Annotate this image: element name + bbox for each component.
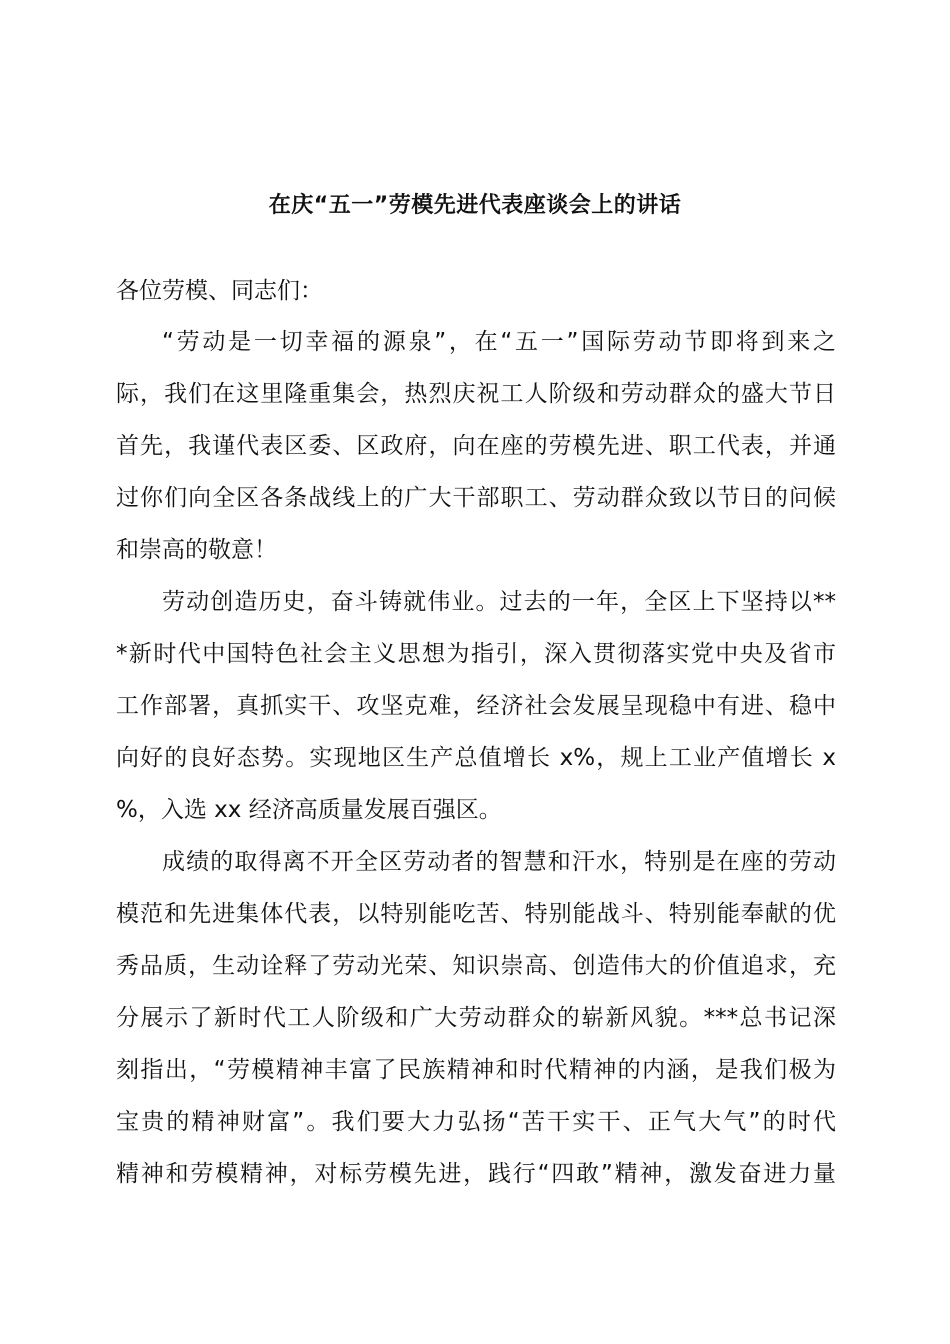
paragraph-3-line-1: 成绩的取得离不开全区劳动者的智慧和汗水，特别是在座的劳动 (162, 849, 836, 875)
paragraph-2-line-2: *新时代中国特色社会主义思想为指引，深入贯彻落实党中央及省市 (116, 641, 836, 667)
paragraph-2-line-5: %，入选 xx 经济高质量发展百强区。 (116, 797, 502, 823)
paragraph-3-line-4: 分展示了新时代工人阶级和广大劳动群众的崭新风貌。***总书记深 (116, 1005, 836, 1031)
greeting-line: 各位劳模、同志们： (116, 278, 323, 304)
paragraph-1-line-2: 际，我们在这里隆重集会，热烈庆祝工人阶级和劳动群众的盛大节日 (116, 381, 836, 407)
paragraph-3-line-5: 刻指出，“劳模精神丰富了民族精神和时代精神的内涵，是我们极为 (116, 1057, 836, 1083)
paragraph-3-line-3: 秀品质，生动诠释了劳动光荣、知识崇高、创造伟大的价值追求，充 (116, 953, 836, 979)
paragraph-3-line-2: 模范和先进集体代表，以特别能吃苦、特别能战斗、特别能奉献的优 (116, 901, 836, 927)
paragraph-1-line-3: 首先，我谨代表区委、区政府，向在座的劳模先进、职工代表，并通 (116, 433, 836, 459)
paragraph-2-line-1: 劳动创造历史，奋斗铸就伟业。过去的一年，全区上下坚持以** (162, 589, 836, 615)
paragraph-3-line-7: 精神和劳模精神，对标劳模先进，践行“四敢”精神，激发奋进力量 (116, 1161, 836, 1187)
document-title: 在庆“五一”劳模先进代表座谈会上的讲话 (268, 193, 682, 218)
paragraph-1-line-4: 过你们向全区各条战线上的广大干部职工、劳动群众致以节日的问候 (116, 485, 836, 511)
paragraph-1-line-5: 和崇高的敬意！ (116, 537, 277, 563)
paragraph-3-line-6: 宝贵的精神财富”。我们要大力弘扬“苦干实干、正气大气”的时代 (116, 1109, 836, 1135)
paragraph-2-line-3: 工作部署，真抓实干、攻坚克难，经济社会发展呈现稳中有进、稳中 (116, 693, 836, 719)
paragraph-2-line-4: 向好的良好态势。实现地区生产总值增长 x%，规上工业产值增长 x (116, 745, 836, 771)
paragraph-1-line-1: “劳动是一切幸福的源泉”，在“五一”国际劳动节即将到来之 (162, 329, 836, 355)
